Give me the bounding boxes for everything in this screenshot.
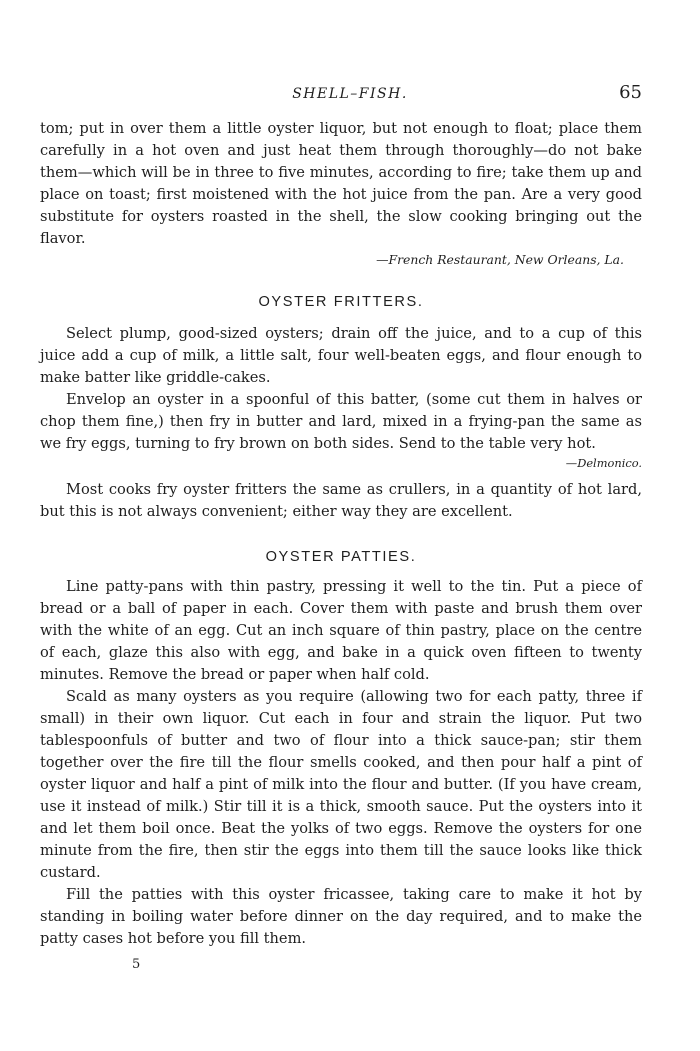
patties-paragraph-1: Line patty-pans with thin pastry, pressing it well to the tin. Put a piece of bread or a ball of paper in each. Cover them with paste and brush them over with the white of an egg. Cut an inch square of thin pastry, place on the centre of each, glaze this also with egg, and bake in a quick oven fifteen to twenty minutes. Remove the bread or paper when half cold.: [40, 578, 642, 683]
fritters-paragraph-3: Most cooks fry oyster fritters the same as crullers, in a quantity of hot lard, but this is not always convenient; either way they are excellent.: [40, 481, 642, 520]
patties-paragraph-2: Scald as many oysters as you require (allowing two for each patty, three if small) in their own liquor. Cut each in four and strain the liquor. Put two tablespoonfuls of butter and two of flour into a thick sauce-pan; stir them together over the fire till the flour smells cooked, and then pour half a pint of oyster liquor and half a pint of milk into the flour and butter. (If you have cream, use it instead of milk.) Stir till it is a thick, smooth sauce. Put the oysters into it and let them boil once. Beat the yolks of two eggs. Remove the oysters for one minute from the fire, then stir the eggs into them till the sauce looks like thick custard.: [40, 688, 642, 881]
continued-paragraph: tom; put in over them a little oyster liquor, but not enough to float; place them carefully in a hot oven and just heat them through thoroughly—do not bake them—which will be in three to five minutes, according to fire; take them up and place on toast; first moistened with the hot juice from the pan. Are a very good substitute for oysters roasted in the shell, the slow cooking bringing out the flavor.: [40, 120, 642, 247]
patties-paragraph-3: Fill the patties with this oyster fricassee, taking care to make it hot by standing in boiling water before dinner on the day required, and to make the patty cases hot before you fill them.: [40, 886, 642, 947]
fritters-paragraph-2: Envelop an oyster in a spoonful of this batter, (some cut them in halves or chop them fine,) then fry in butter and lard, mixed in a frying-pan the same as we fry eggs, turning to fry brown on both sides. Send to the table very hot.: [40, 391, 642, 452]
page-body: [40, 118, 642, 976]
fritters-attribution: —Delmonico.: [565, 456, 642, 470]
continued-attribution: —French Restaurant, New Orleans, La.: [376, 252, 624, 267]
signature-mark: 5: [132, 957, 141, 972]
running-head: [0, 82, 700, 108]
oyster-patties-heading: OYSTER PATTIES.: [265, 549, 417, 565]
oyster-fritters-heading: OYSTER FRITTERS.: [258, 294, 424, 310]
fritters-paragraph-1: Select plump, good-sized oysters; drain off the juice, and to a cup of this juice add a cup of milk, a little salt, four well-beaten eggs, and flour enough to make batter like griddle-cakes.: [40, 325, 642, 386]
running-title: SHELL–FISH.: [292, 86, 408, 102]
page-number: 65: [619, 82, 642, 103]
